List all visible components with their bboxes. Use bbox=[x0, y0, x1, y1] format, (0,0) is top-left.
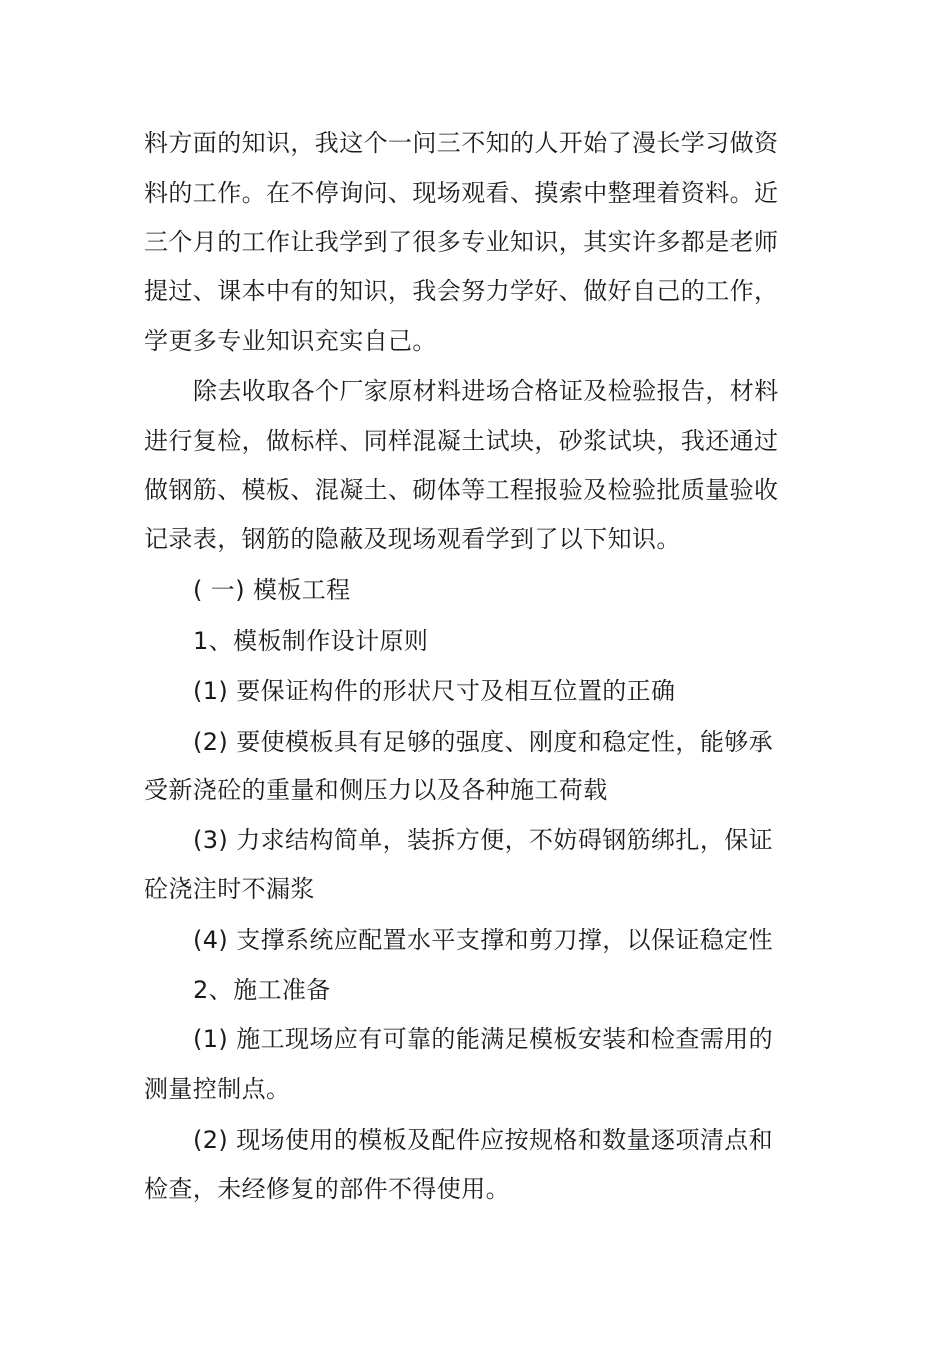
text-line: 进行复检，做标样、同样混凝土试块，砂浆试块，我还通过 bbox=[144, 427, 779, 455]
section-heading: ( 一) 模板工程 bbox=[193, 576, 351, 604]
text-line: 提过、课本中有的知识，我会努力学好、做好自己的工作， bbox=[144, 277, 779, 305]
text-line: 做钢筋、模板、混凝土、砌体等工程报验及检验批质量验收 bbox=[144, 476, 779, 504]
list-item: (3) 力求结构简单，装拆方便，不妨碍钢筋绑扎，保证 bbox=[193, 826, 774, 854]
text-line: 三个月的工作让我学到了很多专业知识，其实许多都是老师 bbox=[144, 228, 779, 256]
text-line: 学更多专业知识充实自己。 bbox=[144, 327, 437, 355]
subsection-heading: 1、模板制作设计原则 bbox=[193, 627, 429, 655]
list-item: (4) 支撑系统应配置水平支撑和剪刀撑，以保证稳定性 bbox=[193, 926, 774, 954]
text-line: 受新浇砼的重量和侧压力以及各种施工荷载 bbox=[144, 776, 608, 804]
text-line: 记录表，钢筋的隐蔽及现场观看学到了以下知识。 bbox=[144, 525, 681, 553]
list-item: (1) 施工现场应有可靠的能满足模板安装和检查需用的 bbox=[193, 1025, 774, 1053]
list-item: (2) 现场使用的模板及配件应按规格和数量逐项清点和 bbox=[193, 1126, 774, 1154]
text-line: 检查，未经修复的部件不得使用。 bbox=[144, 1175, 510, 1203]
text-line: 砼浇注时不漏浆 bbox=[144, 875, 315, 903]
subsection-heading: 2、施工准备 bbox=[193, 976, 331, 1004]
text-line: 测量控制点。 bbox=[144, 1075, 291, 1103]
paragraph-first-line: 除去收取各个厂家原材料进场合格证及检验报告，材料 bbox=[193, 377, 779, 405]
list-item: (2) 要使模板具有足够的强度、刚度和稳定性，能够承 bbox=[193, 728, 774, 756]
text-line: 料的工作。在不停询问、现场观看、摸索中整理着资料。近 bbox=[144, 179, 779, 207]
list-item: (1) 要保证构件的形状尺寸及相互位置的正确 bbox=[193, 677, 676, 705]
text-line: 料方面的知识，我这个一问三不知的人开始了漫长学习做资 bbox=[144, 129, 779, 157]
